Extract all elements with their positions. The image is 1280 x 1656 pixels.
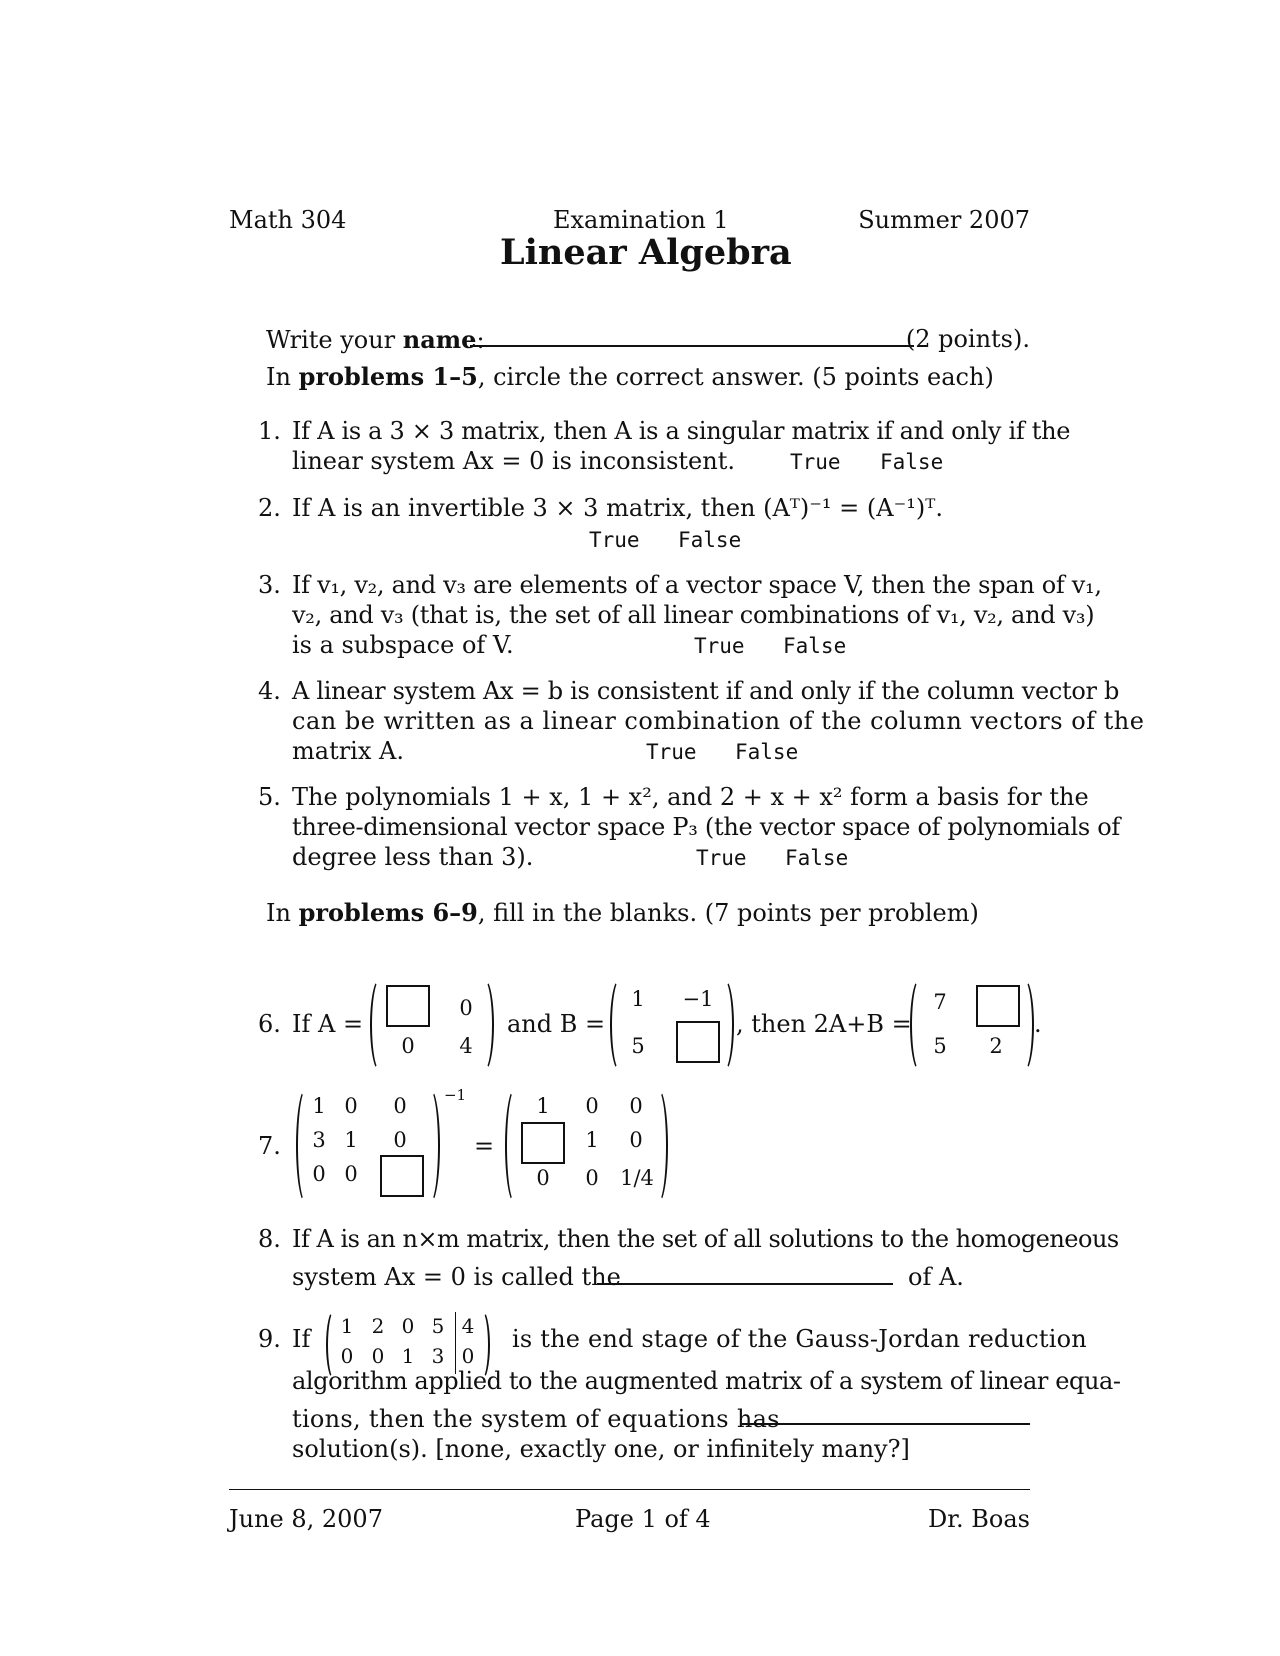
matrix-inv-right-paren [648,1088,668,1204]
matrix-c-r2c1: 5 [933,1034,947,1058]
problem-5-true[interactable]: True [696,846,747,870]
instr1-post: , circle the correct answer. (5 points each) [477,363,994,391]
instr1-bold: problems 1–5 [298,362,478,391]
matrix-aug-r2c4: 3 [431,1344,445,1368]
problem-2-number: 2. [258,494,281,522]
problem-3-number: 3. [258,571,281,599]
matrix-m-r2c3: 0 [393,1128,407,1152]
matrix-c-r2c2: 2 [989,1034,1003,1058]
problem-7-equals: = [474,1132,495,1160]
matrix-m-r1c3: 0 [393,1094,407,1118]
problem-6-then: , then 2A+B = [736,1010,912,1038]
matrix-a-right-paren [474,978,494,1072]
matrix-a-r2c1: 0 [401,1034,415,1058]
matrix-m-r2c2: 1 [344,1128,358,1152]
term-label: Summer 2007 [858,206,1030,234]
name-blank[interactable] [470,345,914,347]
matrix-aug-r1c1: 1 [340,1314,354,1338]
problem-3-line-3: is a subspace of V. [292,631,514,659]
instr1-pre: In [266,363,299,391]
problem-5-line-1: The polynomials 1 + x, 1 + x², and 2 + x + x² form a basis for the [292,783,1089,811]
matrix-inv-r1c1: 1 [536,1094,550,1118]
matrix-m-r1c1: 1 [312,1094,326,1118]
problem-3-false[interactable]: False [783,634,847,658]
matrix-m-r2c1: 3 [312,1128,326,1152]
problem-4-line-3: matrix A. [292,737,404,765]
problem-6-period: . [1034,1010,1042,1038]
matrix-b-r1c1: 1 [631,987,645,1011]
problem-9-blank[interactable] [742,1423,1030,1425]
problem-5-number: 5. [258,783,281,811]
instructions-1 [266,362,994,391]
instr2-post: , fill in the blanks. (7 points per problem) [477,899,979,927]
problem-5-line-2: three-dimensional vector space P₃ (the vector space of polynomials of [292,813,1120,841]
matrix-aug-r1c3: 0 [401,1314,415,1338]
matrix-b-left-paren [610,978,630,1072]
name-bold: name [402,325,477,354]
matrix-aug-r2c3: 1 [401,1344,415,1368]
matrix-inv-r2c3: 0 [629,1128,643,1152]
page-title: Linear Algebra [500,232,792,273]
matrix-aug-r2c5: 0 [461,1344,475,1368]
problem-2-true[interactable]: True [589,528,640,552]
problem-9-line-2: algorithm applied to the augmented matrix of a system of linear equa- [292,1367,1121,1395]
matrix-m-r3c1: 0 [312,1162,326,1186]
problem-4-false[interactable]: False [735,740,799,764]
matrix-aug-divider [455,1312,456,1374]
matrix-a-r1c1-blank[interactable] [386,985,430,1027]
problem-1-true[interactable]: True [790,450,841,474]
matrix-aug-r1c4: 5 [431,1314,445,1338]
problem-9-line-1: is the end stage of the Gauss-Jordan reduction [512,1325,1087,1353]
instr2-bold: problems 6–9 [298,898,478,927]
matrix-m-r3c3-blank[interactable] [380,1155,424,1197]
problem-4-line-2: can be written as a linear combination of the column vectors of the [292,707,1145,735]
matrix-inv-r3c2: 0 [585,1166,599,1190]
problem-1-line-2: linear system Ax = 0 is inconsistent. [292,447,735,475]
problem-8-blank[interactable] [597,1283,893,1285]
problem-8-line-2: system Ax = 0 is called the [292,1263,621,1291]
problem-1-false[interactable]: False [880,450,944,474]
matrix-c-left-paren [910,978,930,1072]
name-prompt [266,325,485,354]
problem-9-line-4: solution(s). [none, exactly one, or infinitely many?] [292,1435,910,1463]
matrix-m-right-paren [420,1088,440,1204]
matrix-aug-r2c2: 0 [371,1344,385,1368]
problem-9-if: If [292,1325,311,1353]
course-label: Math 304 [229,206,347,234]
problem-1-line-1: If A is a 3 × 3 matrix, then A is a singular matrix if and only if the [292,417,1071,445]
problem-8-number: 8. [258,1225,281,1253]
footer-rule [229,1489,1030,1490]
matrix-aug-r2c1: 0 [340,1344,354,1368]
problem-8-line-2-end: of A. [908,1263,964,1291]
matrix-m-r1c2: 0 [344,1094,358,1118]
matrix-inv-r3c1: 0 [536,1166,550,1190]
matrix-aug-r1c2: 2 [371,1314,385,1338]
instr2-pre: In [266,899,299,927]
matrix-a-r1c2: 0 [459,996,473,1020]
matrix-m-exponent: −1 [443,1086,467,1104]
problem-3-line-1: If v₁, v₂, and v₃ are elements of a vector space V, then the span of v₁, [292,571,1102,599]
matrix-b-r1c2: −1 [682,987,714,1011]
problem-3-line-2: v₂, and v₃ (that is, the set of all linear combinations of v₁, v₂, and v₃) [292,601,1095,629]
matrix-c-right-paren [1014,978,1034,1072]
instructions-2 [266,898,979,927]
problem-7-number: 7. [258,1132,281,1160]
matrix-b-right-paren [714,978,734,1072]
matrix-b-r2c1: 5 [631,1034,645,1058]
matrix-a-r2c2: 4 [459,1034,473,1058]
problem-9-number: 9. [258,1325,281,1353]
footer-author: Dr. Boas [927,1505,1030,1533]
problem-6-if-a: If A = [292,1010,364,1038]
problem-3-true[interactable]: True [694,634,745,658]
exam-label: Examination 1 [553,206,729,234]
matrix-inv-r2c1-blank[interactable] [521,1122,565,1164]
problem-6-and-b: and B = [507,1010,606,1038]
problem-6-number: 6. [258,1010,281,1038]
name-prefix: Write your [266,326,403,354]
problem-4-number: 4. [258,677,281,705]
problem-5-line-3: degree less than 3). [292,843,534,871]
problem-2-false[interactable]: False [678,528,742,552]
problem-2-line-1: If A is an invertible 3 × 3 matrix, then (Aᵀ)⁻¹ = (A⁻¹)ᵀ. [292,494,943,522]
footer-page: Page 1 of 4 [575,1505,711,1533]
problem-8-line-1: If A is an n×m matrix, then the set of all solutions to the homogeneous [292,1225,1119,1253]
matrix-aug-r1c5: 4 [461,1314,475,1338]
matrix-inv-r1c2: 0 [585,1094,599,1118]
name-points: (2 points). [905,325,1030,353]
matrix-inv-r2c2: 1 [585,1128,599,1152]
matrix-c-r1c1: 7 [933,990,947,1014]
problem-4-line-1: A linear system Ax = b is consistent if and only if the column vector b [292,677,1120,705]
footer-date: June 8, 2007 [229,1505,383,1533]
matrix-inv-r1c3: 0 [629,1094,643,1118]
matrix-inv-r3c3: 1/4 [620,1166,654,1190]
matrix-m-r3c2: 0 [344,1162,358,1186]
problem-1-number: 1. [258,417,281,445]
name-colon: : [476,326,485,354]
problem-5-false[interactable]: False [785,846,849,870]
problem-4-true[interactable]: True [646,740,697,764]
problem-9-line-3: tions, then the system of equations has [292,1405,780,1433]
